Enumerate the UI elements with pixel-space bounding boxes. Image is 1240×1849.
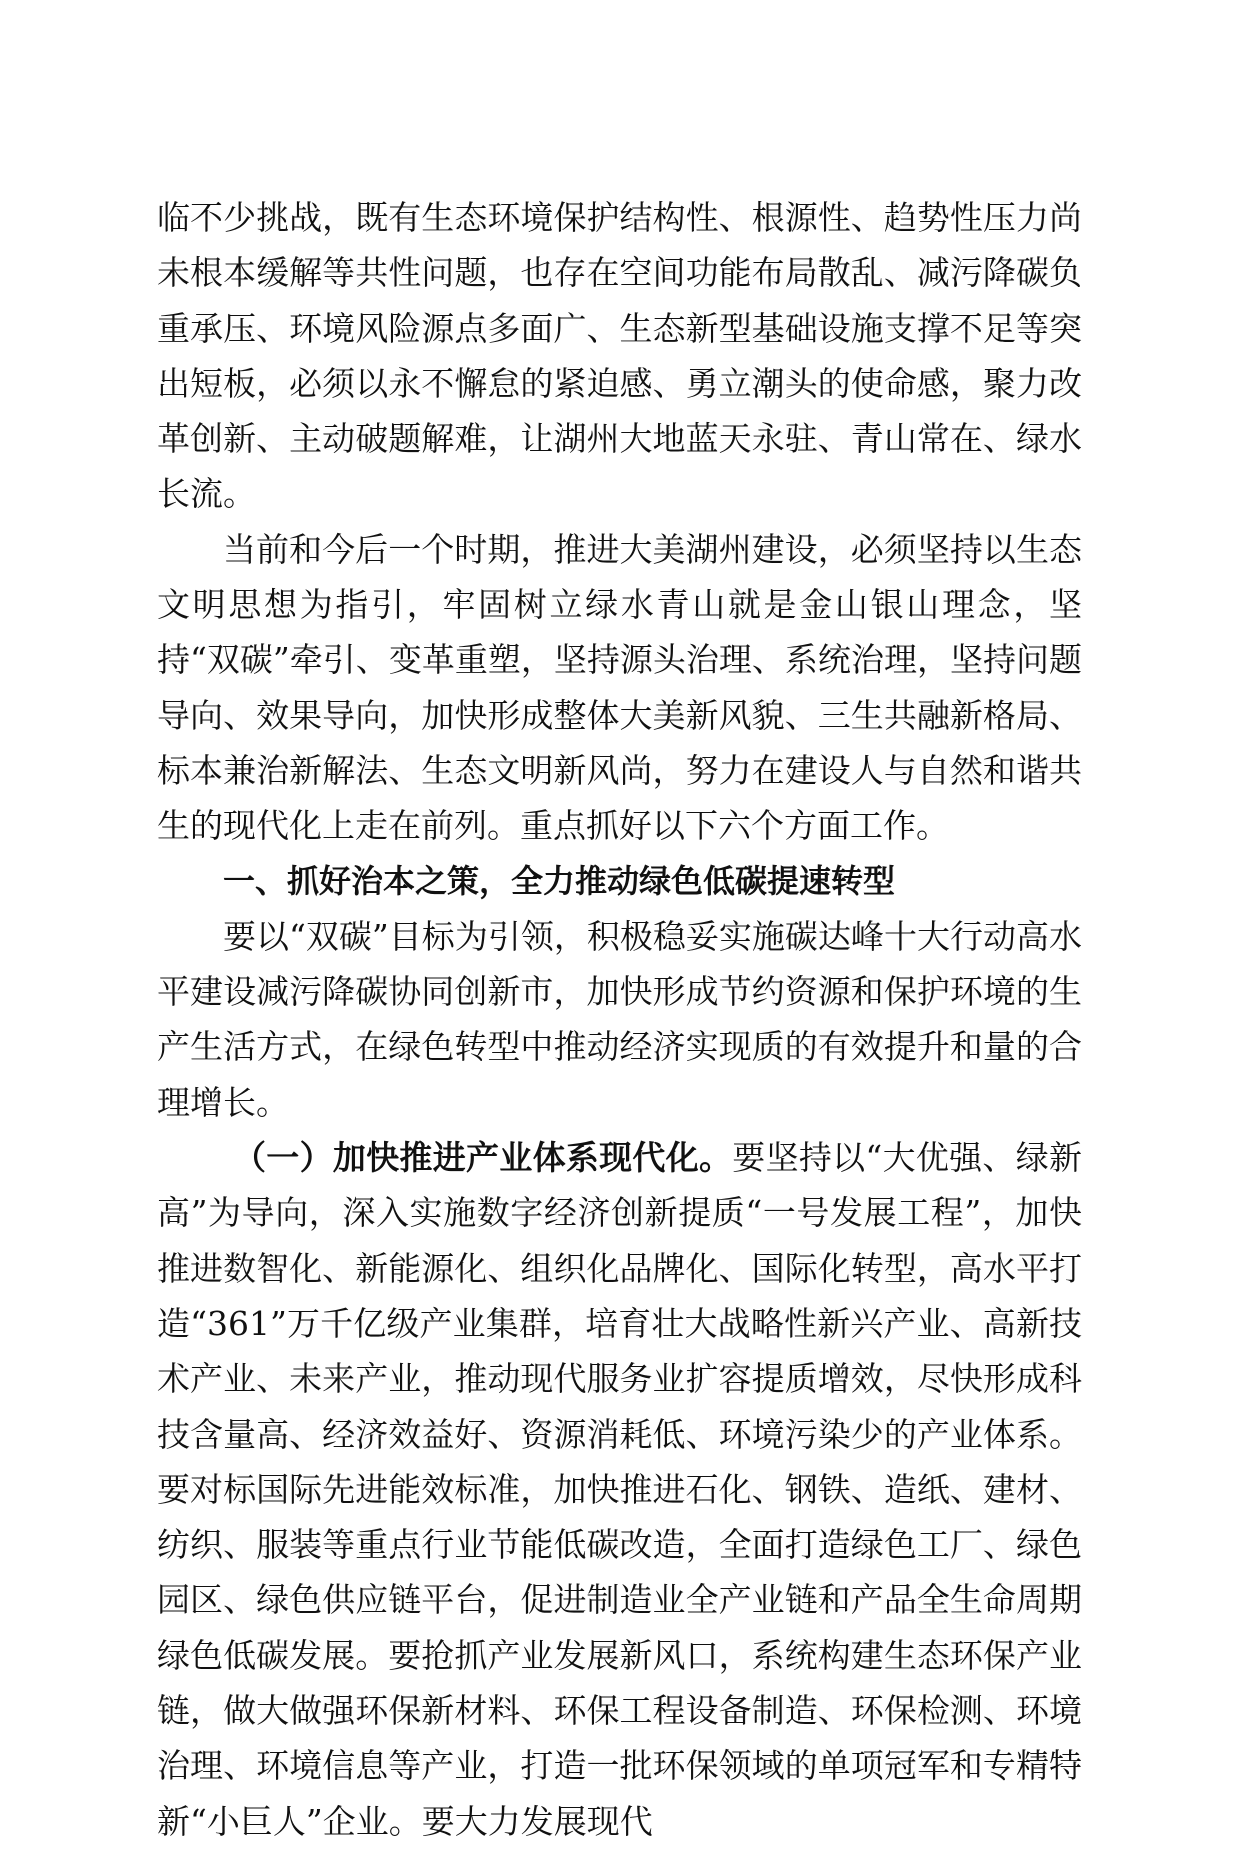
paragraph-1: 临不少挑战，既有生态环境保护结构性、根源性、趋势性压力尚未根本缓解等共性问题，也存在空间功能布局散乱、减污降碳负重承压、环境风险源点多面广、生态新型基础设施支撑不足等突出短板，必须以永不懈怠的紧迫感、勇立潮头的使命感，聚力改革创新、主动破题解难，让湖州大地蓝天永驻、青山常在、绿水长流。 [157,198,1082,514]
document-body [157,190,1082,1849]
subsection-title: （一）加快推进产业体系现代化。 [233,1138,733,1178]
paragraph-4-text: 要坚持以“大优强、绿新高”为导向，深入实施数字经济创新提质“一号发展工程”，加快推进数智化、新能源化、组织化品牌化、国际化转型，高水平打造“361”万千亿级产业集群，培育壮大战略性新兴产业、高新技术产业、未来产业，推动现代服务业扩容提质增效，尽快形成科技含量高、经济效益好、资源消耗低、环境污染少的产业体系。要对标国际先进能效标准，加快推进石化、钢铁、造纸、建材、纺织、服装等重点行业节能低碳改造，全面打造绿色工厂、绿色园区、绿色供应链平台，促进制造业全产业链和产品全生命周期绿色低碳发展。要抢抓产业发展新风口，系统构建生态环保产业链，做大做强环保新材料、环保工程设备制造、环保检测、环境治理、环境信息等产业，打造一批环保领域的单项冠军和专精特新“小巨人”企业。要大力发展现代 [157,1138,1083,1841]
section-heading: 一、抓好治本之策，全力推动绿色低碳提速转型 [223,861,896,900]
paragraph-3: 要以“双碳”目标为引领，积极稳妥实施碳达峰十大行动高水平建设减污降碳协同创新市，加快形成节约资源和保护环境的生产生活方式，在绿色转型中推动经济实现质的有效提升和量的合理增长。 [157,916,1082,1122]
paragraph-4 [157,1130,1082,1849]
paragraph-2: 当前和今后一个时期，推进大美湖州建设，必须坚持以生态文明思想为指引，牢固树立绿水青山就是金山银山理念，坚持“双碳”牵引、变革重塑，坚持源头治理、系统治理，坚持问题导向、效果导向，加快形成整体大美新风貌、三生共融新格局、标本兼治新解法、生态文明新风尚，努力在建设人与自然和谐共生的现代化上走在前列。重点抓好以下六个方面工作。 [157,529,1082,846]
